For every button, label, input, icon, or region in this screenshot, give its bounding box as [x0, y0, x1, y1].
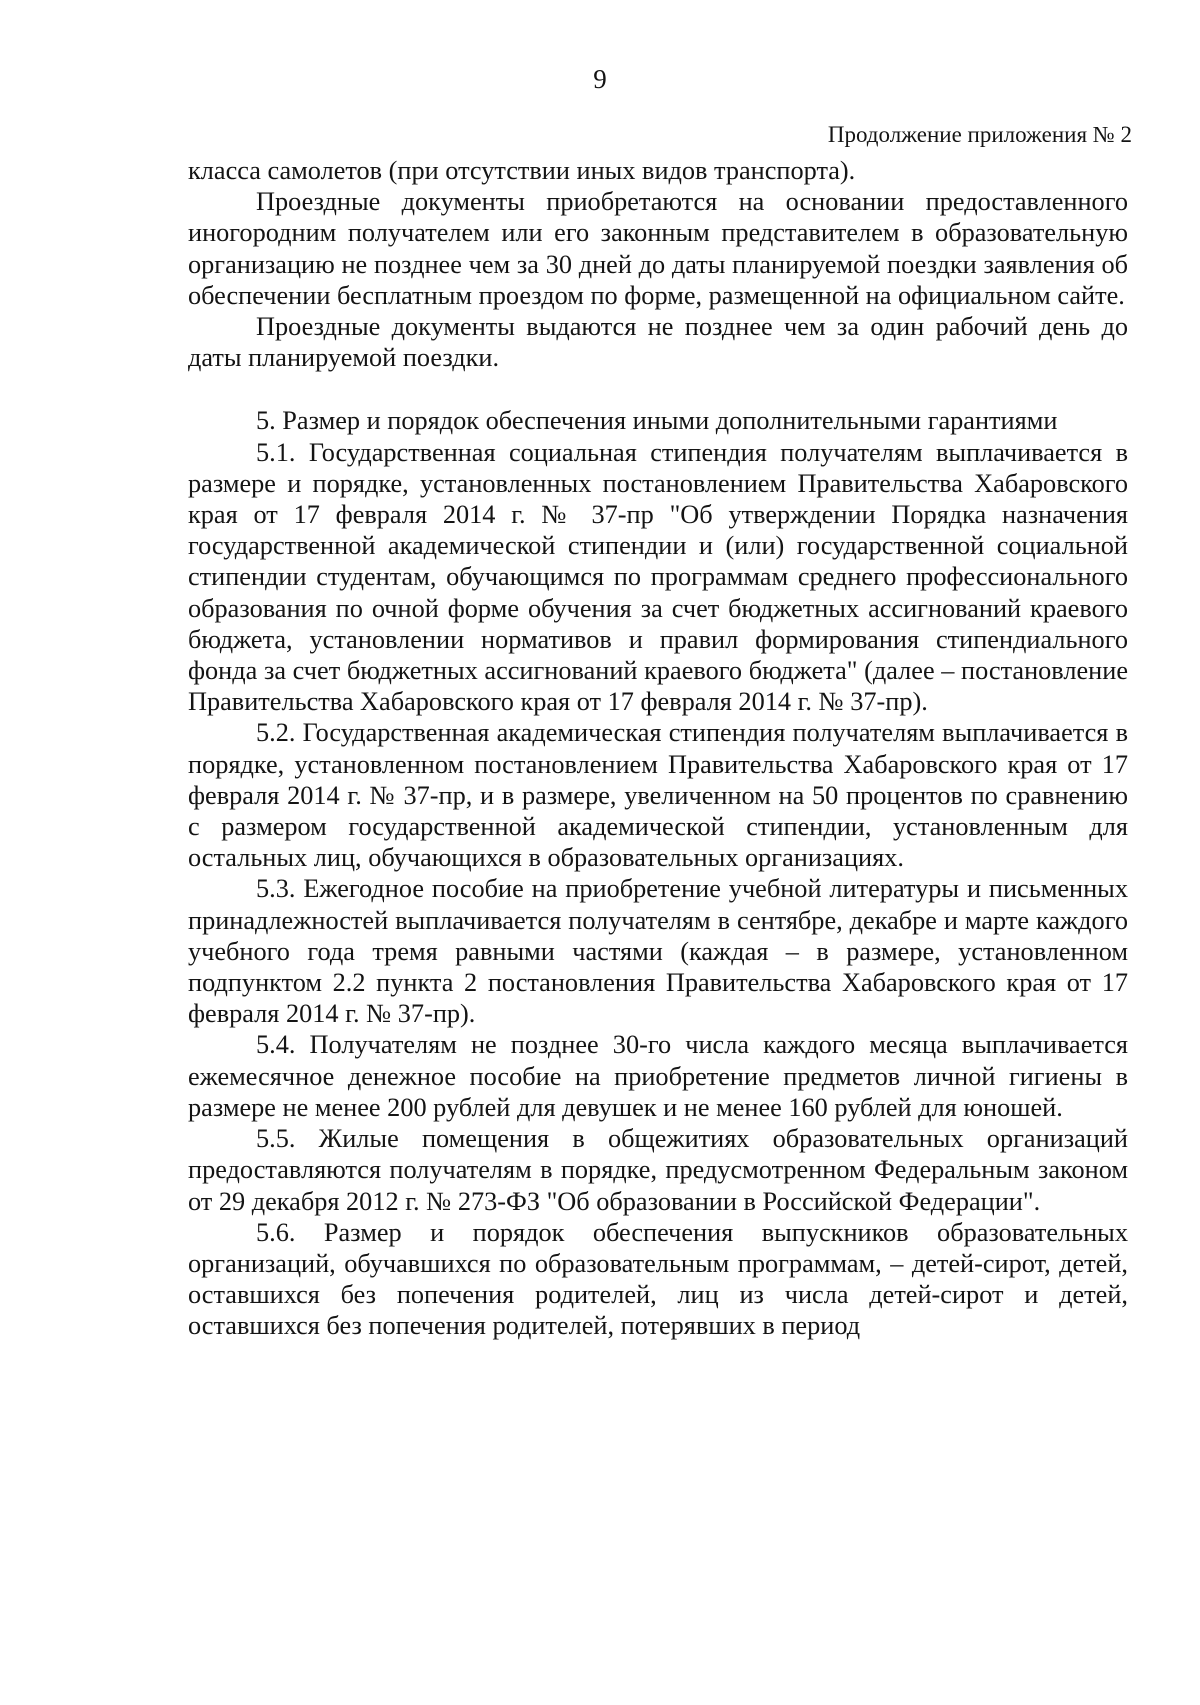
running-header: Продолжение приложения № 2 [827, 122, 1132, 147]
clause-5-3: 5.3. Ежегодное пособие на приобретение учебной литературы и письменных принадлежностей выплачивается получателям в сентябре, декабре и марте каждого учебного года тремя равными частями (каждая – в размере, установленном подпунктом 2.2 пункта 2 постановления Правительства Хабаровского края от 17 февраля 2014 г. № 37-пр). [188, 874, 1128, 1029]
paragraph-continuation: класса самолетов (при отсутствии иных видов транспорта). [188, 156, 856, 185]
clause-5-2: 5.2. Государственная академическая стипендия получателям выплачивается в порядке, установленном постановлением Правительства Хабаровского края от 17 февраля 2014 г. № 37-пр, и в размере, увеличенном на 50 процентов по сравнению с размером государственной академической стипендии, установленным для остальных лиц, обучающихся в образовательных организациях. [188, 718, 1128, 873]
document-body [188, 155, 1128, 1342]
clause-5-4: 5.4. Получателям не позднее 30-го числа каждого месяца выплачивается ежемесячное денежное пособие на приобретение предметов личной гигиены в размере не менее 200 рублей для девушек и не менее 160 рублей для юношей. [188, 1030, 1128, 1122]
paragraph-travel-documents-purchase: Проездные документы приобретаются на основании предоставленного иногородним получателем или его законным представителем в образовательную организацию не позднее чем за 30 дней до даты планируемой поездки заявления об обеспечении бесплатным проездом по форме, размещенной на официальном сайте. [188, 187, 1128, 310]
clause-5-1: 5.1. Государственная социальная стипендия получателям выплачивается в размере и порядке, установленных постановлением Правительства Хабаровского края от 17 февраля 2014 г. № 37-пр "Об утверждении Порядка назначения государственной академической стипендии и (или) государственной социальной стипендии студентам, обучающимся по программам среднего профессионального образования по очной форме обучения за счет бюджетных ассигнований краевого бюджета, установлении нормативов и правил формирования стипендиального фонда за счет бюджетных ассигнований краевого бюджета" (далее – постановление Правительства Хабаровского края от 17 февраля 2014 г. № 37-пр). [188, 437, 1128, 717]
clause-5-5: 5.5. Жилые помещения в общежитиях образовательных организаций предоставляются получателям в порядке, предусмотренном Федеральным законом от 29 декабря 2012 г. № 273-ФЗ "Об образовании в Российской Федерации". [188, 1124, 1128, 1216]
section-heading: 5. Размер и порядок обеспечения иными дополнительными гарантиями [256, 406, 1058, 436]
clause-5-6: 5.6. Размер и порядок обеспечения выпускников образовательных организаций, обучавшихся по образовательным программам, – детей-сирот, детей, оставшихся без попечения родителей, лиц из числа детей-сирот и детей, оставшихся без попечения родителей, потерявших в период [188, 1217, 1128, 1341]
page-number: 9 [593, 64, 607, 94]
paragraph-travel-documents-issue: Проездные документы выдаются не позднее чем за один рабочий день до даты планируемой поездки. [188, 312, 1128, 373]
